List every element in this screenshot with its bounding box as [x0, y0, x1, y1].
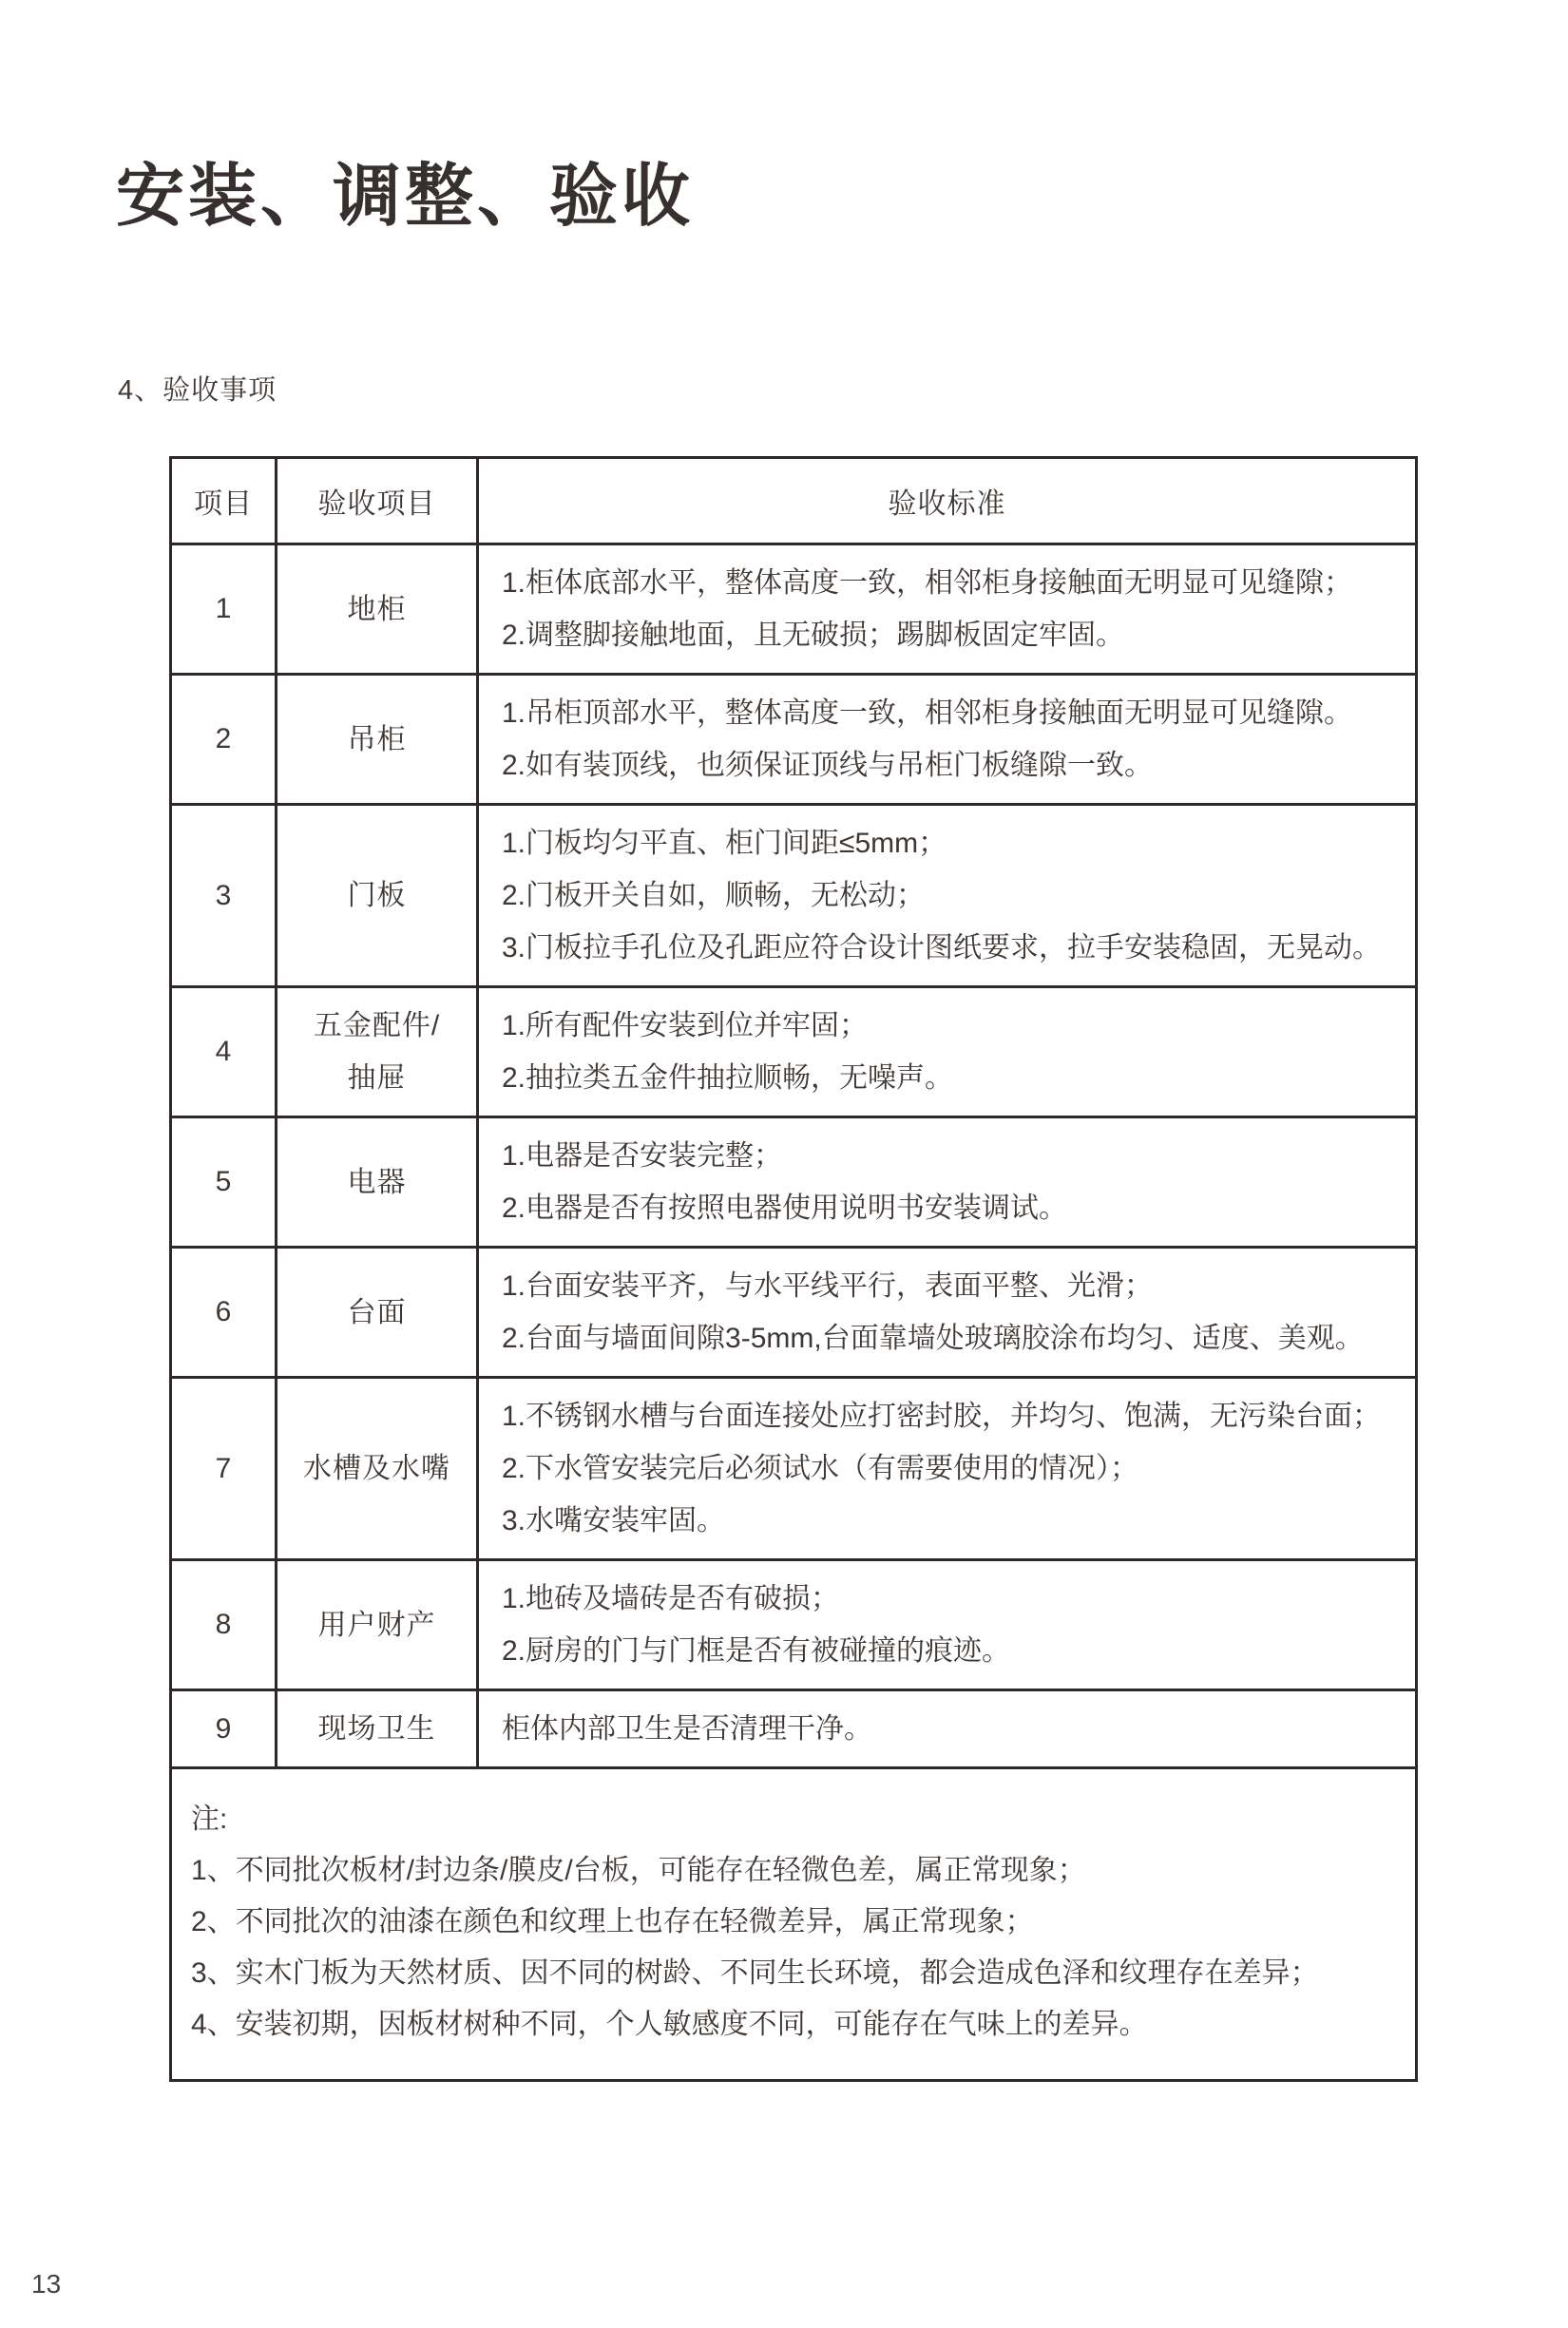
standard-line: 2.台面与墙面间隙3-5mm,台面靠墙处玻璃胶涂布均匀、适度、美观。 — [502, 1323, 1364, 1354]
standard-line: 3.门板拉手孔位及孔距应符合设计图纸要求，拉手安装稳固，无晃动。 — [502, 932, 1382, 964]
row-number-cell: 9 — [171, 1690, 277, 1768]
column-header-acceptance-standard: 验收标准 — [478, 458, 1417, 544]
standard-line: 1.电器是否安装完整； — [502, 1140, 783, 1172]
table-row — [171, 1248, 1417, 1378]
row-number-cell: 1 — [171, 544, 277, 675]
table-row — [171, 1378, 1417, 1560]
item-name-line: 用户财产 — [317, 1609, 436, 1641]
notes-row — [171, 1768, 1417, 2081]
standard-line: 1.门板均匀平直、柜门间距≤5mm； — [502, 828, 947, 859]
item-name-line: 水槽及水嘴 — [303, 1453, 450, 1484]
standard-line: 2.厨房的门与门框是否有被碰撞的痕迹。 — [502, 1635, 1011, 1667]
row-number-cell: 4 — [171, 987, 277, 1117]
standard-line: 2.调整脚接触地面，且无破损；踢脚板固定牢固。 — [502, 620, 1125, 651]
standards-cell — [478, 1248, 1417, 1378]
standard-line: 2.下水管安装完后必须试水（有需要使用的情况）； — [502, 1453, 1139, 1484]
row-number-cell: 2 — [171, 675, 277, 805]
page-title: 安装、调整、验收 — [116, 159, 695, 235]
standards-cell — [478, 1560, 1417, 1690]
item-name-line: 抽屉 — [347, 1062, 407, 1094]
standards-cell — [478, 987, 1417, 1117]
item-name-line: 现场卫生 — [317, 1713, 436, 1745]
item-name-cell — [277, 1560, 478, 1690]
standards-cell — [478, 1117, 1417, 1248]
row-number-cell: 8 — [171, 1560, 277, 1690]
note-item: 2、不同批次的油漆在颜色和纹理上也存在轻微差异，属正常现象； — [191, 1906, 1034, 1937]
item-name-cell — [277, 544, 478, 675]
row-number-cell: 7 — [171, 1378, 277, 1560]
row-number-cell: 3 — [171, 805, 277, 987]
item-name-cell — [277, 805, 478, 987]
item-name-cell — [277, 1690, 478, 1768]
table-row — [171, 987, 1417, 1117]
standard-line: 柜体内部卫生是否清理干净。 — [502, 1713, 872, 1745]
standards-cell — [478, 1690, 1417, 1768]
item-name-line: 地柜 — [347, 593, 407, 625]
item-name-line: 门板 — [347, 880, 407, 911]
table-header-row — [171, 458, 1417, 544]
table-row — [171, 1560, 1417, 1690]
page-number: 13 — [31, 2269, 62, 2299]
note-item: 1、不同批次板材/封边条/膜皮/台板，可能存在轻微色差，属正常现象； — [191, 1855, 1086, 1886]
standard-line: 1.地砖及墙砖是否有破损； — [502, 1583, 840, 1614]
item-name-line: 电器 — [347, 1166, 407, 1198]
standard-line: 1.柜体底部水平，整体高度一致，相邻柜身接触面无明显可见缝隙； — [502, 567, 1353, 599]
standard-line: 1.不锈钢水槽与台面连接处应打密封胶，并均匀、饱满，无污染台面； — [502, 1401, 1382, 1432]
standard-line: 2.门板开关自如，顺畅，无松动； — [502, 880, 926, 911]
item-name-cell — [277, 1378, 478, 1560]
table-row — [171, 675, 1417, 805]
item-name-line: 五金配件/ — [313, 1010, 441, 1041]
standard-line: 1.所有配件安装到位并牢固； — [502, 1010, 869, 1041]
notes-label: 注: — [191, 1803, 228, 1835]
column-header-acceptance-item: 验收项目 — [277, 458, 478, 544]
acceptance-table — [169, 456, 1418, 2082]
item-name-cell — [277, 1248, 478, 1378]
standards-cell — [478, 675, 1417, 805]
section-heading: 4、验收事项 — [118, 375, 277, 406]
standard-line: 2.电器是否有按照电器使用说明书安装调试。 — [502, 1193, 1068, 1224]
table-row — [171, 544, 1417, 675]
row-number-cell: 5 — [171, 1117, 277, 1248]
note-item: 4、安装初期，因板材树种不同，个人敏感度不同，可能存在气味上的差异。 — [191, 2009, 1148, 2040]
item-name-line: 台面 — [347, 1296, 407, 1328]
item-name-cell — [277, 1117, 478, 1248]
notes-cell — [171, 1768, 1417, 2081]
note-item: 3、实木门板为天然材质、因不同的树龄、不同生长环境，都会造成色泽和纹理存在差异； — [191, 1957, 1319, 1989]
standard-line: 2.抽拉类五金件抽拉顺畅，无噪声。 — [502, 1062, 954, 1094]
standard-line: 2.如有装顶线，也须保证顶线与吊柜门板缝隙一致。 — [502, 750, 1154, 781]
column-header-item-no: 项目 — [171, 458, 277, 544]
table-row — [171, 1690, 1417, 1768]
item-name-cell — [277, 987, 478, 1117]
row-number-cell: 6 — [171, 1248, 277, 1378]
table-row — [171, 1117, 1417, 1248]
standards-cell — [478, 544, 1417, 675]
item-name-cell — [277, 675, 478, 805]
standard-line: 3.水嘴安装牢固。 — [502, 1505, 726, 1536]
standard-line: 1.台面安装平齐，与水平线平行，表面平整、光滑； — [502, 1270, 1154, 1302]
standards-cell — [478, 1378, 1417, 1560]
table-row — [171, 805, 1417, 987]
item-name-line: 吊柜 — [347, 723, 407, 755]
standards-cell — [478, 805, 1417, 987]
standard-line: 1.吊柜顶部水平，整体高度一致，相邻柜身接触面无明显可见缝隙。 — [502, 697, 1353, 729]
